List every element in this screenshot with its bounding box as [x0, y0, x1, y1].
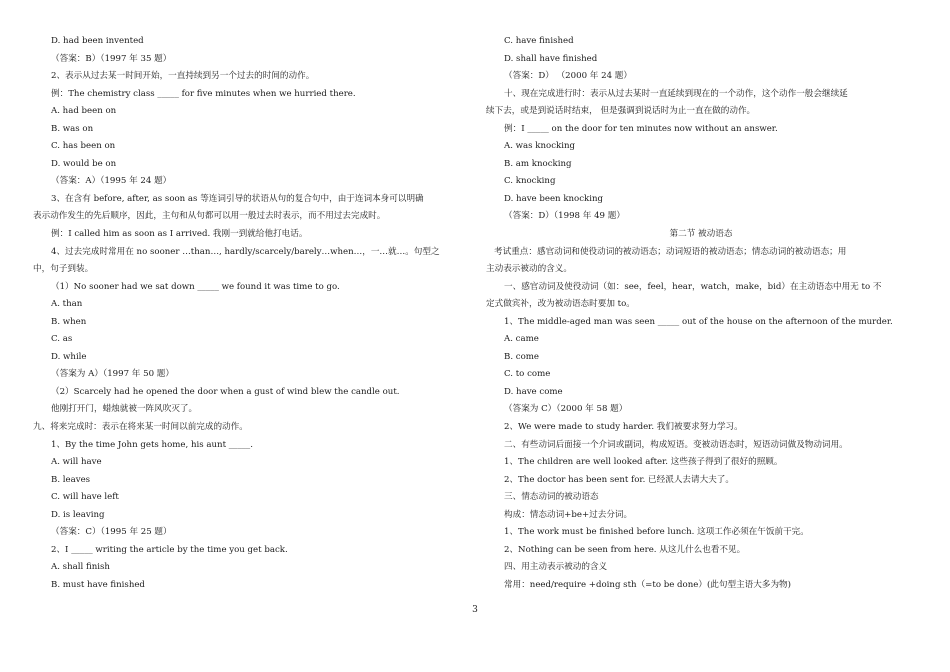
text-line: 1、The children are well looked after. 这些孩子得到了很好的照顾。 — [504, 457, 783, 468]
text-line: C. knocking — [504, 176, 556, 187]
text-line: 4、过去完成时常用在 no sooner …than…, hardly/scarcely/barely…when…，一…就…。句型之 — [51, 246, 440, 257]
text-line: D. while — [51, 351, 87, 362]
text-line: D. have come — [504, 386, 563, 397]
text-line: D. is leaving — [51, 509, 105, 520]
text-line: C. to come — [504, 369, 551, 380]
text-line: （答案：C）（1995 年 25 题） — [51, 527, 172, 538]
text-line: 三、情态动词的被动语态 — [504, 492, 599, 503]
left-column — [33, 33, 463, 595]
text-line: C. as — [51, 334, 73, 345]
text-line: C. will have left — [51, 492, 119, 503]
text-line: D. shall have finished — [504, 53, 598, 64]
text-line: （1）No sooner had we sat down _____ we found it was time to go. — [51, 281, 340, 292]
text-line: B. come — [504, 351, 540, 362]
text-line: 常用：need/require +doing sth（=to be done）(此句型主语大多为物) — [504, 579, 791, 590]
text-line: A. had been on — [51, 106, 117, 117]
text-line: 一、感官动词及使役动词（如：see，feel，hear，watch，make，bid）在主动语态中用无 to 不 — [504, 281, 882, 292]
text-line: 2、I _____ writing the article by the time you get back. — [51, 544, 288, 555]
text-line: 例：I called him as soon as I arrived. 我刚一到就给他打电话。 — [51, 229, 308, 240]
text-line: A. than — [51, 299, 83, 310]
text-line: 他刚打开门，蜡烛就被一阵风吹灭了。 — [51, 404, 198, 415]
text-line: 2、The doctor has been sent for. 已经派人去请大夫了。 — [504, 474, 734, 485]
text-line: 3、在含有 before, after, as soon as 等连词引导的状语从句的复合句中，由于连词本身可以明确 — [51, 193, 424, 204]
text-line: D. had been invented — [51, 36, 144, 46]
text-line: C. has been on — [51, 141, 116, 152]
text-line: 2、表示从过去某一时间开始，一直持续到另一个过去的时间的动作。 — [51, 71, 315, 82]
text-line: A. came — [504, 334, 539, 345]
text-line: 续下去，或是到说话时结束， 但是强调到说话时为止一直在做的动作。 — [486, 106, 756, 117]
text-line: 考试重点：感官动词和使役动词的被动语态；动词短语的被动语态；情态动词的被动语态；用 — [494, 246, 847, 257]
text-line: A. was knocking — [504, 141, 576, 152]
text-line: A. will have — [51, 457, 102, 468]
text-line: 1、The middle-aged man was seen _____ out of the house on the afternoon of the murder. — [504, 316, 893, 327]
text-line: （答案为 C）（2000 年 58 题） — [504, 404, 628, 415]
text-line: 2、Nothing can be seen from here. 从这儿什么也看不见。 — [504, 544, 746, 555]
text-line: （答案：D） （2000 年 24 题） — [504, 71, 632, 82]
text-line: （2）Scarcely had he opened the door when a gust of wind blew the candle out. — [51, 386, 400, 397]
text-line: （答案为 A）（1997 年 50 题） — [51, 369, 174, 380]
text-line: B. must have finished — [51, 579, 145, 590]
text-line: （答案：D）（1998 年 49 题） — [504, 211, 625, 222]
text-line: A. shall finish — [51, 562, 110, 573]
text-line: B. when — [51, 316, 87, 327]
text-line: 九、将来完成时：表示在将来某一时间以前完成的动作。 — [33, 422, 248, 433]
text-line: 2、We were made to study harder. 我们被要求努力学习。 — [504, 422, 743, 433]
text-line: 中，句子到装。 — [33, 264, 94, 275]
text-line: （答案：B）（1997 年 35 题） — [51, 53, 172, 64]
text-line: B. was on — [51, 123, 94, 134]
text-line: B. leaves — [51, 474, 91, 485]
text-line: 例：The chemistry class _____ for five minutes when we hurried there. — [51, 88, 356, 99]
text-line: 第二节 被动语态 — [669, 229, 733, 240]
text-line: 定式做宾补，改为被动语态时要加 to。 — [486, 299, 635, 310]
text-line: D. would be on — [51, 158, 117, 169]
text-line: B. am knocking — [504, 158, 572, 169]
text-line: （答案：A）（1995 年 24 题） — [51, 176, 172, 187]
page-number: 3 — [472, 605, 478, 615]
text-line: 四、用主动表示被动的含义 — [504, 562, 608, 573]
text-line: 十、现在完成进行时：表示从过去某时一直延续到现在的一个动作，这个动作一般会继续延 — [504, 88, 848, 99]
text-line: 1、The work must be finished before lunch. 这项工作必须在午饭前干完。 — [504, 527, 809, 538]
text-line: 表示动作发生的先后顺序，因此，主句和从句都可以用一般过去时表示，而不用过去完成时。 — [33, 211, 386, 222]
text-line: 1、By the time John gets home, his aunt _____. — [51, 439, 253, 450]
text-line: C. have finished — [504, 36, 574, 46]
text-line: 例：I _____ on the door for ten minutes now without an answer. — [504, 123, 778, 134]
text-line: 构成：情态动词+be+过去分词。 — [504, 509, 633, 520]
text-line: 主动表示被动的含义。 — [486, 264, 572, 275]
text-line: D. have been knocking — [504, 193, 604, 204]
right-column — [486, 33, 916, 595]
text-line: 二、有些动词后面接一个介词或副词，构成短语。变被动语态时，短语动词做及物动词用。 — [504, 439, 848, 450]
